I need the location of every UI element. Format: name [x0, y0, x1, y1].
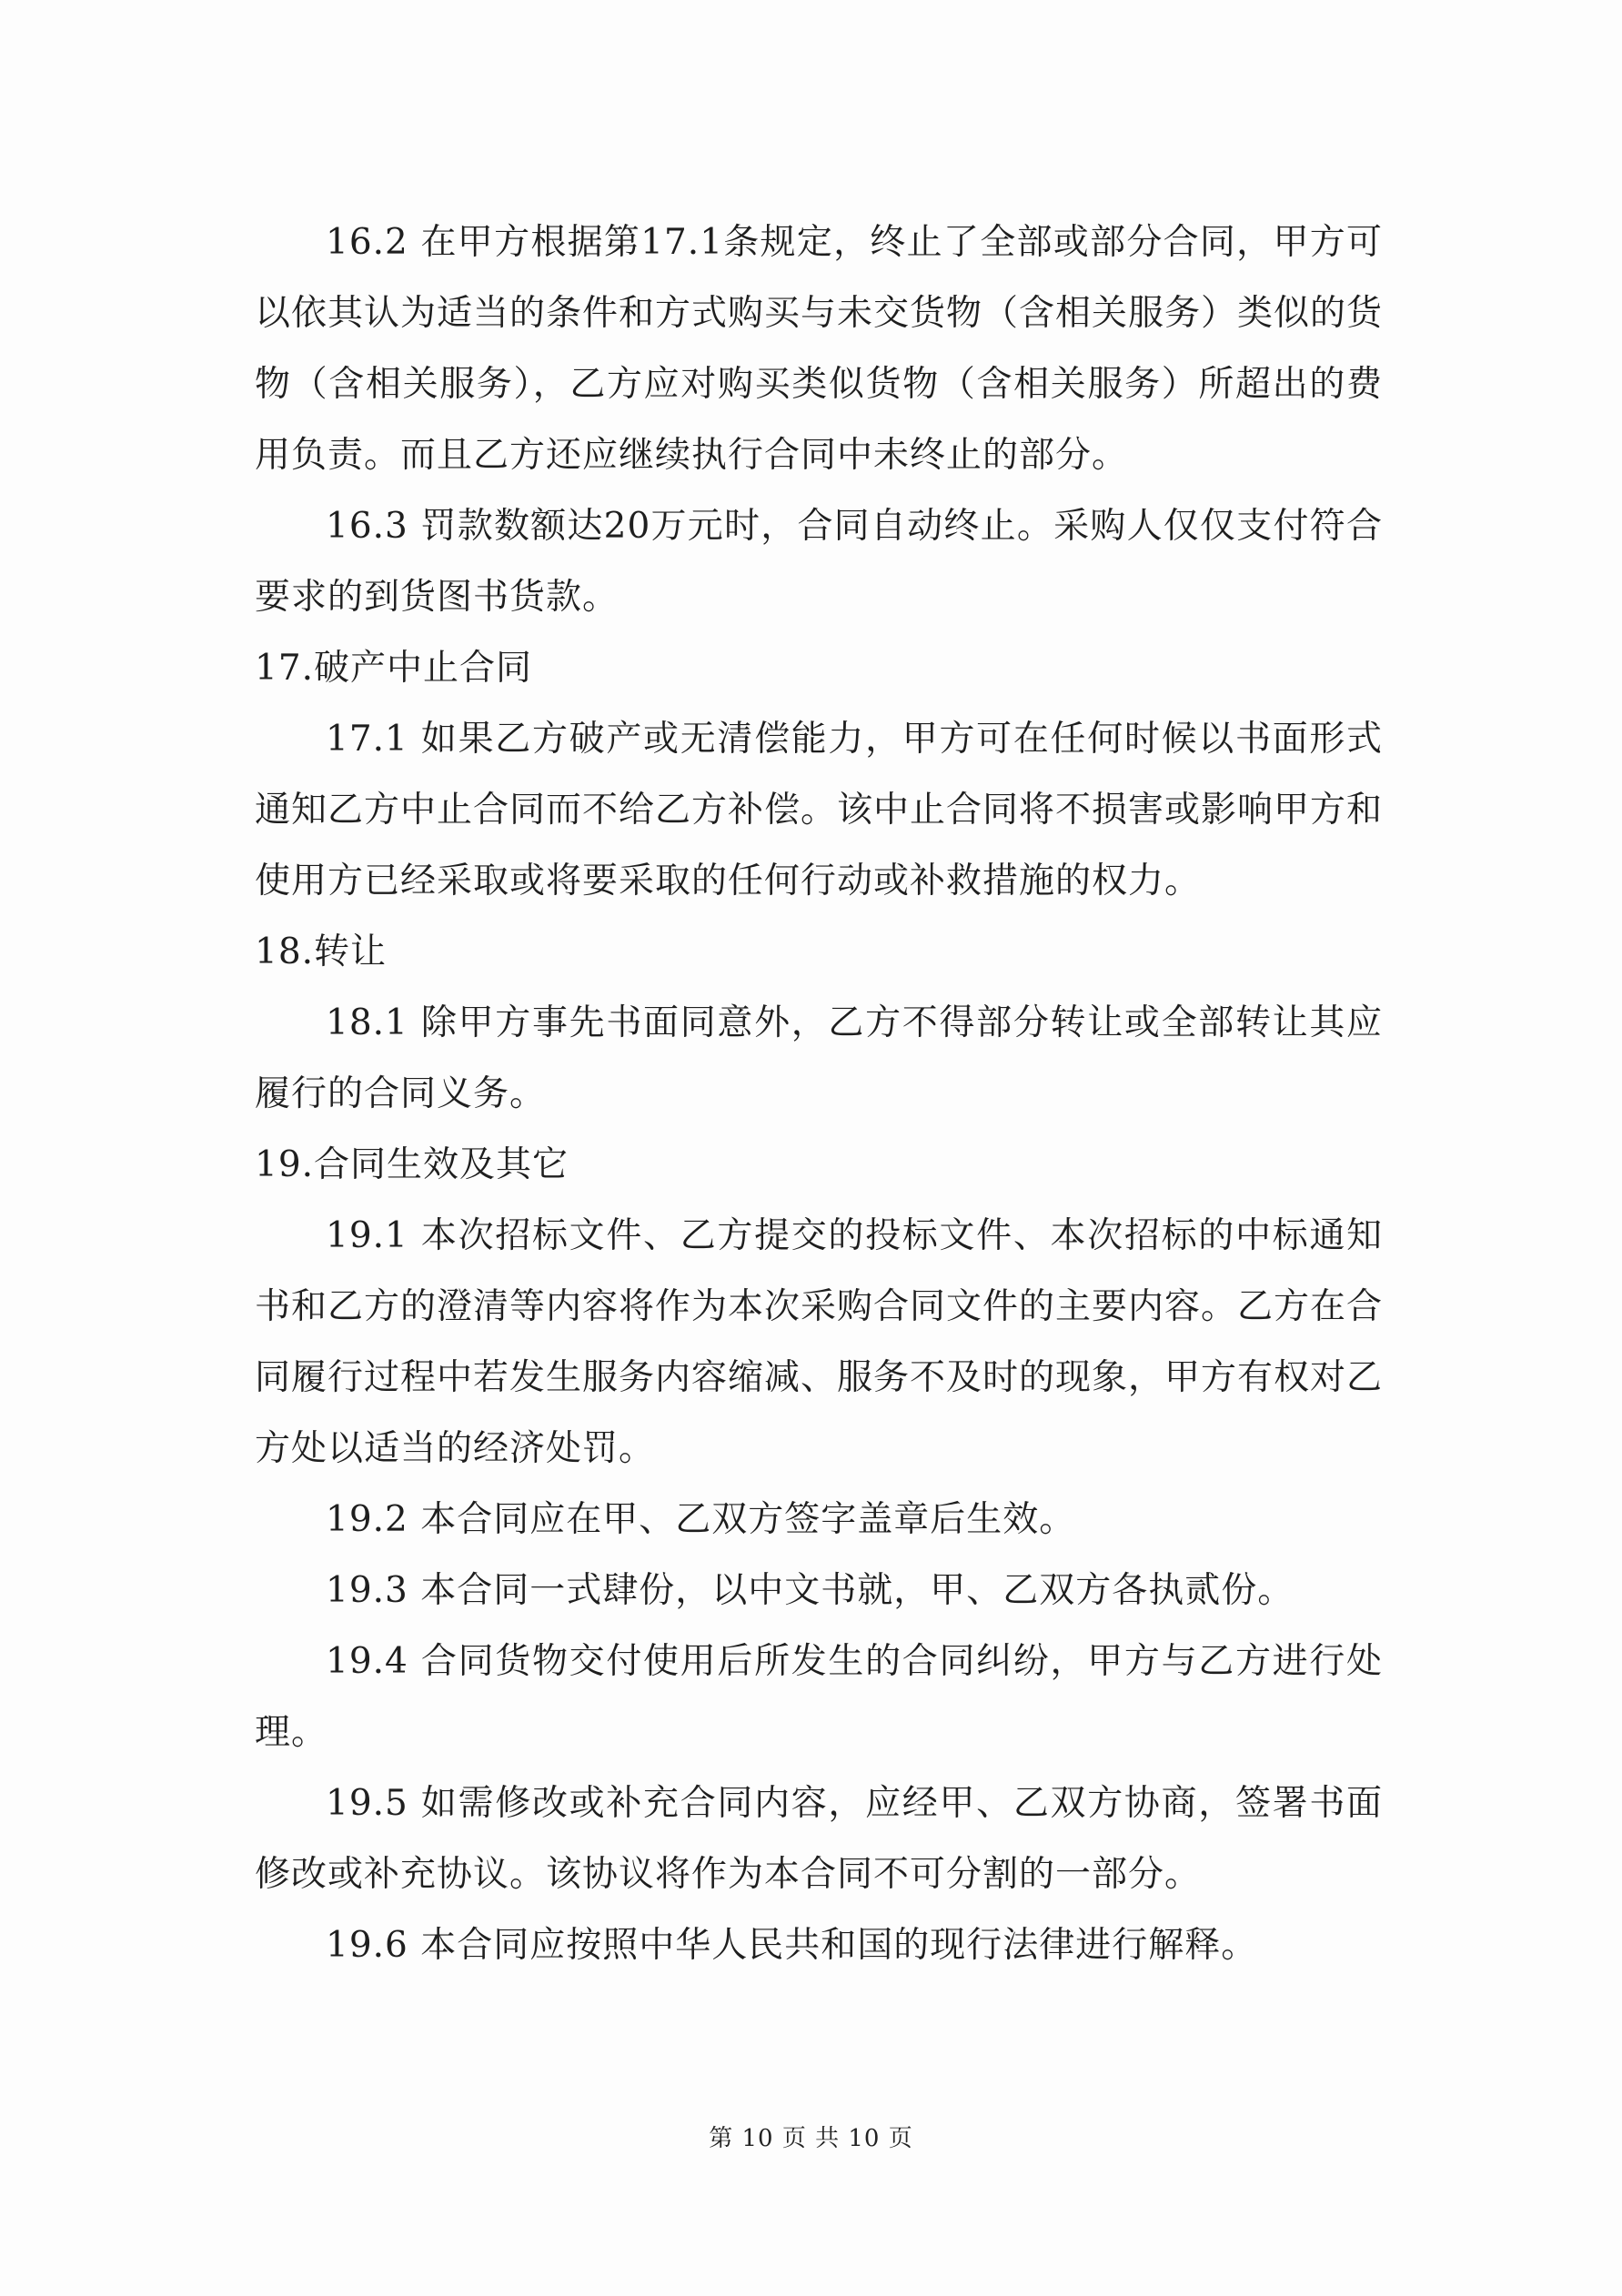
clause-19-5: 19.5 如需修改或补充合同内容，应经甲、乙双方协商，签署书面修改或补充协议。该协议将作为本合同不可分割的一部分。: [255, 1783, 1383, 1895]
clause-19-1: 19.1 本次招标文件、乙方提交的投标文件、本次招标的中标通知书和乙方的澄清等内容将作为本次采购合同文件的主要内容。乙方在合同履行过程中若发生服务内容缩减、服务不及时的现象，甲方有权对乙方处以适当的经济处罚。: [255, 1215, 1384, 1469]
clause-19-6: 19.6 本合同应按照中华人民共和国的现行法律进行解释。: [326, 1925, 1258, 1966]
clause-17-1: 17.1 如果乙方破产或无清偿能力，甲方可在任何时候以书面形式通知乙方中止合同而不给乙方补偿。该中止合同将不损害或影响甲方和使用方已经采取或将要采取的任何行动或补救措施的权力。: [255, 719, 1384, 901]
section-18-heading: 18.转让: [255, 931, 388, 972]
section-19-heading: 19.合同生效及其它: [255, 1144, 569, 1185]
page-number-footer: 第 10 页 共 10 页: [709, 2125, 913, 2152]
clause-16-2: 16.2 在甲方根据第17.1条规定，终止了全部或部分合同，甲方可以依其认为适当的条件和方式购买与未交货物（含相关服务）类似的货物（含相关服务），乙方应对购买类似货物（含相关服务）所超出的费用负责。而且乙方还应继续执行合同中未终止的部分。: [255, 222, 1384, 476]
clause-18-1: 18.1 除甲方事先书面同意外，乙方不得部分转让或全部转让其应履行的合同义务。: [255, 1002, 1383, 1114]
clause-19-3: 19.3 本合同一式肆份，以中文书就，甲、乙双方各执贰份。: [326, 1570, 1295, 1611]
clause-16-3: 16.3 罚款数额达20万元时，合同自动终止。采购人仅仅支付符合要求的到货图书货款。: [255, 506, 1383, 618]
clause-19-4: 19.4 合同货物交付使用后所发生的合同纠纷，甲方与乙方进行处理。: [255, 1641, 1383, 1753]
clause-19-2: 19.2 本合同应在甲、乙双方签字盖章后生效。: [326, 1499, 1076, 1540]
section-17-heading: 17.破产中止合同: [255, 648, 533, 689]
document-body: [255, 207, 1383, 1981]
